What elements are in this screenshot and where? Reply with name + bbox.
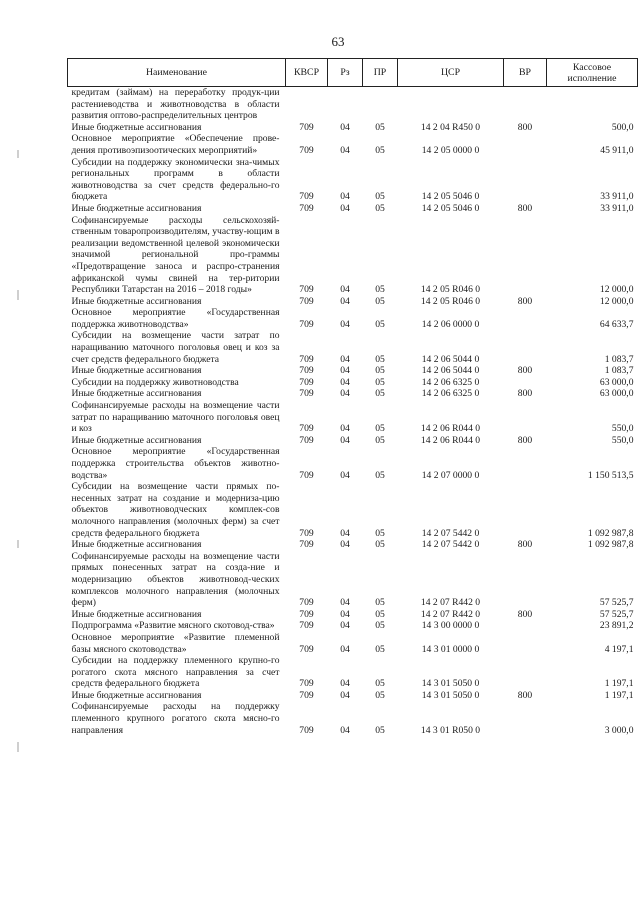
cell-kvsr: 709 [299,423,314,435]
cell-kvsr: 709 [299,121,314,133]
table-row [68,296,638,308]
cell-rz: 04 [340,318,350,330]
cell-csr: 14 2 04 R450 0 [420,121,481,133]
col-header-name: Наименование [68,59,286,87]
cell-pr: 05 [375,423,385,435]
cell-kvsr: 709 [299,318,314,330]
cell-amount: 23 891,2 [599,620,634,632]
cell-pr: 05 [375,295,385,307]
cell-vr: 800 [517,608,533,620]
cell-name: Субсидии на поддержку племенного крупно-го рогатого скота мясного направления за счет средств федерального бюджета [71,655,280,690]
cell-kvsr: 709 [299,527,314,539]
col-header-pr: ПР [363,59,398,87]
cell-rz: 04 [340,388,350,400]
cell-name: Софинансируемые расходы на поддержку племенного крупного рогатого скота мясно-го направления [71,701,280,736]
cell-rz: 04 [340,365,350,377]
cell-csr: 14 2 06 6325 0 [421,376,480,388]
cell-name: Основное мероприятие «Развитие племенной базы мясного скотоводства» [71,631,280,655]
table-body [68,87,638,737]
cell-amount: 63 000,0 [599,376,634,388]
table-row [68,330,638,365]
cell-csr: 14 2 06 6325 0 [421,388,480,400]
cell-rz: 04 [340,539,350,551]
cell-pr: 05 [375,643,385,655]
table-row [68,122,638,134]
cell-rz: 04 [340,527,350,539]
cell-csr: 14 3 01 5050 0 [421,678,480,690]
table-row [68,655,638,690]
scan-margin-mark [17,290,19,300]
cell-csr: 14 2 07 0000 0 [421,469,480,481]
cell-vr [504,133,547,156]
cell-pr: 05 [375,388,385,400]
cell-csr: 14 3 01 R050 0 [420,724,481,736]
cell-amount: 1 197,1 [604,689,634,701]
col-header-vr: ВР [504,59,547,87]
cell-kvsr: 709 [299,284,314,296]
cell-kvsr: 709 [299,388,314,400]
cell-name: Основное мероприятие «Государственная поддержка животноводства» [71,307,280,330]
cell-amount: 63 000,0 [599,388,634,400]
cell-rz [328,87,363,122]
cell-pr: 05 [375,202,385,214]
cell-kvsr: 709 [299,434,314,446]
cell-kvsr: 709 [299,191,314,203]
cell-amount: 3 000,0 [604,724,634,736]
cell-rz: 04 [340,434,350,446]
page-number: 63 [331,34,345,49]
cell-name: Подпрограмма «Развитие мясного скотовод-ства» [71,620,275,632]
cell-csr: 14 2 05 5046 0 [421,191,480,203]
table-row [68,481,638,539]
cell-csr: 14 3 01 0000 0 [421,643,480,655]
cell-csr: 14 2 06 R044 0 [420,423,481,435]
cell-vr [504,400,547,435]
cell-vr: 800 [517,365,533,377]
cell-csr: 14 2 07 R442 0 [420,608,481,620]
cell-pr: 05 [375,539,385,551]
cell-kvsr: 709 [299,678,314,690]
cell-pr: 05 [375,121,385,133]
cell-name: Иные бюджетные ассигнования [71,365,202,377]
cell-csr: 14 2 05 5046 0 [421,202,480,214]
cell-amount: 1 083,7 [604,365,634,377]
cell-pr: 05 [375,620,385,632]
cell-rz: 04 [340,469,350,481]
table-row [68,215,638,296]
cell-kvsr: 709 [299,689,314,701]
table-row [68,307,638,330]
col-header-amount: Кассовое исполнение [547,59,638,87]
cell-vr [504,551,547,609]
cell-rz: 04 [340,608,350,620]
cell-kvsr: 709 [299,620,314,632]
cell-rz: 04 [340,295,350,307]
cell-pr: 05 [375,689,385,701]
cell-pr: 05 [375,597,385,609]
cell-amount: 500,0 [611,121,634,133]
cell-rz: 04 [340,724,350,736]
cell-amount [547,87,638,122]
table-header-row [68,59,638,87]
cell-pr: 05 [375,144,385,156]
cell-name: Иные бюджетные ассигнования [71,689,202,701]
cell-amount: 33 911,0 [600,191,634,203]
cell-csr: 14 2 05 R046 0 [420,295,481,307]
cell-amount: 1 150 513,5 [587,469,634,481]
cell-name: Основное мероприятие «Обеспечение прове-дения противоэпизоотических мероприятий» [71,133,280,156]
cell-vr [504,632,547,655]
cell-kvsr: 709 [299,376,314,388]
cell-csr: 14 2 06 0000 0 [421,318,480,330]
cell-name: кредитам (займам) на переработку продук-ции растениеводства и животноводства в области развития оптово-распределительных центров [71,87,280,122]
cell-amount: 12 000,0 [599,284,634,296]
cell-pr: 05 [375,469,385,481]
cell-csr: 14 2 06 5044 0 [421,353,480,365]
cell-vr [504,655,547,690]
cell-pr: 05 [375,678,385,690]
cell-kvsr: 709 [299,643,314,655]
cell-amount: 550,0 [611,434,634,446]
cell-vr [504,446,547,481]
scan-margin-mark [17,742,19,752]
cell-kvsr: 709 [299,469,314,481]
cell-vr [504,330,547,365]
cell-kvsr: 709 [299,144,314,156]
table-row [68,551,638,609]
cell-name: Софинансируемые расходы на возмещение части затрат по наращиванию маточного поголовья овец и коз [71,400,280,435]
cell-pr: 05 [375,527,385,539]
cell-rz: 04 [340,423,350,435]
cell-rz: 04 [340,620,350,632]
cell-pr: 05 [375,434,385,446]
cell-pr [363,87,398,122]
budget-table [67,58,638,736]
cell-amount: 64 633,7 [599,318,634,330]
cell-amount: 1 092 987,8 [587,527,634,539]
cell-csr: 14 3 00 0000 0 [421,620,480,632]
cell-vr [504,307,547,330]
cell-pr: 05 [375,284,385,296]
cell-kvsr: 709 [299,597,314,609]
cell-amount: 550,0 [611,423,634,435]
cell-csr [398,87,504,122]
cell-csr: 14 2 07 5442 0 [421,527,480,539]
cell-pr: 05 [375,724,385,736]
table-row [68,435,638,447]
cell-amount: 4 197,1 [604,643,634,655]
cell-amount: 57 525,7 [599,608,634,620]
cell-name: Иные бюджетные ассигнования [71,121,202,133]
cell-name: Субсидии на возмещение части прямых по-несенных затрат на создание и модерниза-цию объектов животноводческих комплек-сов молочного направления (молочных ферм) за счет средств федерального бюджета [71,481,280,539]
cell-name: Иные бюджетные ассигнования [71,202,202,214]
cell-vr: 800 [517,689,533,701]
cell-amount: 45 911,0 [600,144,634,156]
cell-vr: 800 [517,202,533,214]
cell-csr: 14 2 06 5044 0 [421,365,480,377]
col-header-kvsr: КВСР [286,59,328,87]
cell-rz: 04 [340,643,350,655]
table-row [68,539,638,551]
cell-vr [504,377,547,389]
cell-rz: 04 [340,121,350,133]
cell-csr: 14 2 07 5442 0 [421,539,480,551]
table-row [68,133,638,156]
cell-kvsr: 709 [299,724,314,736]
table-row [68,87,638,122]
cell-vr: 800 [517,388,533,400]
cell-vr: 800 [517,295,533,307]
scan-margin-mark [17,150,19,158]
cell-csr: 14 2 07 R442 0 [420,597,481,609]
scan-margin-mark [17,540,19,548]
table-row [68,620,638,632]
cell-kvsr: 709 [299,295,314,307]
cell-vr [504,481,547,539]
cell-rz: 04 [340,284,350,296]
cell-vr [504,701,547,736]
cell-amount: 1 197,1 [604,678,634,690]
col-header-csr: ЦСР [398,59,504,87]
col-header-rz: Рз [328,59,363,87]
cell-name: Софинансируемые расходы на возмещение части прямых понесенных затрат на созда-ние и модернизацию объектов животновод-ческих комплексов молочного направления (молочных ферм) [71,550,280,609]
cell-rz: 04 [340,353,350,365]
cell-csr: 14 3 01 5050 0 [421,689,480,701]
cell-name: Иные бюджетные ассигнования [71,295,202,307]
table-row [68,701,638,736]
cell-name: Иные бюджетные ассигнования [71,434,202,446]
cell-name: Иные бюджетные ассигнования [71,608,202,620]
cell-pr: 05 [375,318,385,330]
table-row [68,203,638,215]
table-row [68,388,638,400]
cell-rz: 04 [340,202,350,214]
table-row [68,609,638,621]
cell-vr [504,620,547,632]
cell-vr [504,157,547,203]
cell-csr: 14 2 06 R044 0 [420,434,481,446]
cell-pr: 05 [375,353,385,365]
cell-rz: 04 [340,678,350,690]
cell-kvsr [286,87,328,122]
table-row [68,690,638,702]
cell-rz: 04 [340,597,350,609]
cell-rz: 04 [340,376,350,388]
table-row [68,632,638,655]
cell-amount: 33 911,0 [600,202,634,214]
table-row [68,377,638,389]
cell-pr: 05 [375,608,385,620]
cell-vr: 800 [517,539,533,551]
cell-kvsr: 709 [299,365,314,377]
cell-kvsr: 709 [299,608,314,620]
cell-kvsr: 709 [299,539,314,551]
cell-name: Иные бюджетные ассигнования [71,539,202,551]
table-row [68,446,638,481]
cell-pr: 05 [375,191,385,203]
cell-vr [504,87,547,122]
cell-csr: 14 2 05 R046 0 [420,284,481,296]
cell-rz: 04 [340,689,350,701]
cell-vr: 800 [517,434,533,446]
cell-amount: 12 000,0 [599,295,634,307]
cell-name: Субсидии на поддержку экономически зна-чимых региональных программ в области животноводства за счет средств федерально-го бюджета [71,156,280,203]
cell-pr: 05 [375,365,385,377]
table-row [68,400,638,435]
cell-vr [504,215,547,296]
cell-vr: 800 [517,121,533,133]
cell-pr: 05 [375,376,385,388]
table-row [68,157,638,203]
cell-name: Субсидии на возмещение части затрат по наращиванию маточного поголовья овец и коз за счет средств федерального бюджета [71,330,280,365]
cell-amount: 1 083,7 [604,353,634,365]
cell-amount: 57 525,7 [599,597,634,609]
cell-kvsr: 709 [299,202,314,214]
cell-kvsr: 709 [299,353,314,365]
table-row [68,365,638,377]
cell-name: Субсидии на поддержку животноводства [71,376,239,388]
cell-rz: 04 [340,144,350,156]
cell-name: Софинансируемые расходы сельскохозяй-ственным товаропроизводителям, участву-ющим в реализации ведомственной целевой экономически значимой региональной про-граммы «Предотвращение заноса и распро-странения африканской чумы свиней на тер-ритории Республики Татарстан на 2016 – 2018 годы» [71,214,280,296]
cell-name: Основное мероприятие «Государственная поддержка строительства объектов животно-водства» [71,446,280,481]
cell-rz: 04 [340,191,350,203]
cell-amount: 1 092 987,8 [587,539,634,551]
cell-csr: 14 2 05 0000 0 [421,144,480,156]
cell-name: Иные бюджетные ассигнования [71,388,202,400]
